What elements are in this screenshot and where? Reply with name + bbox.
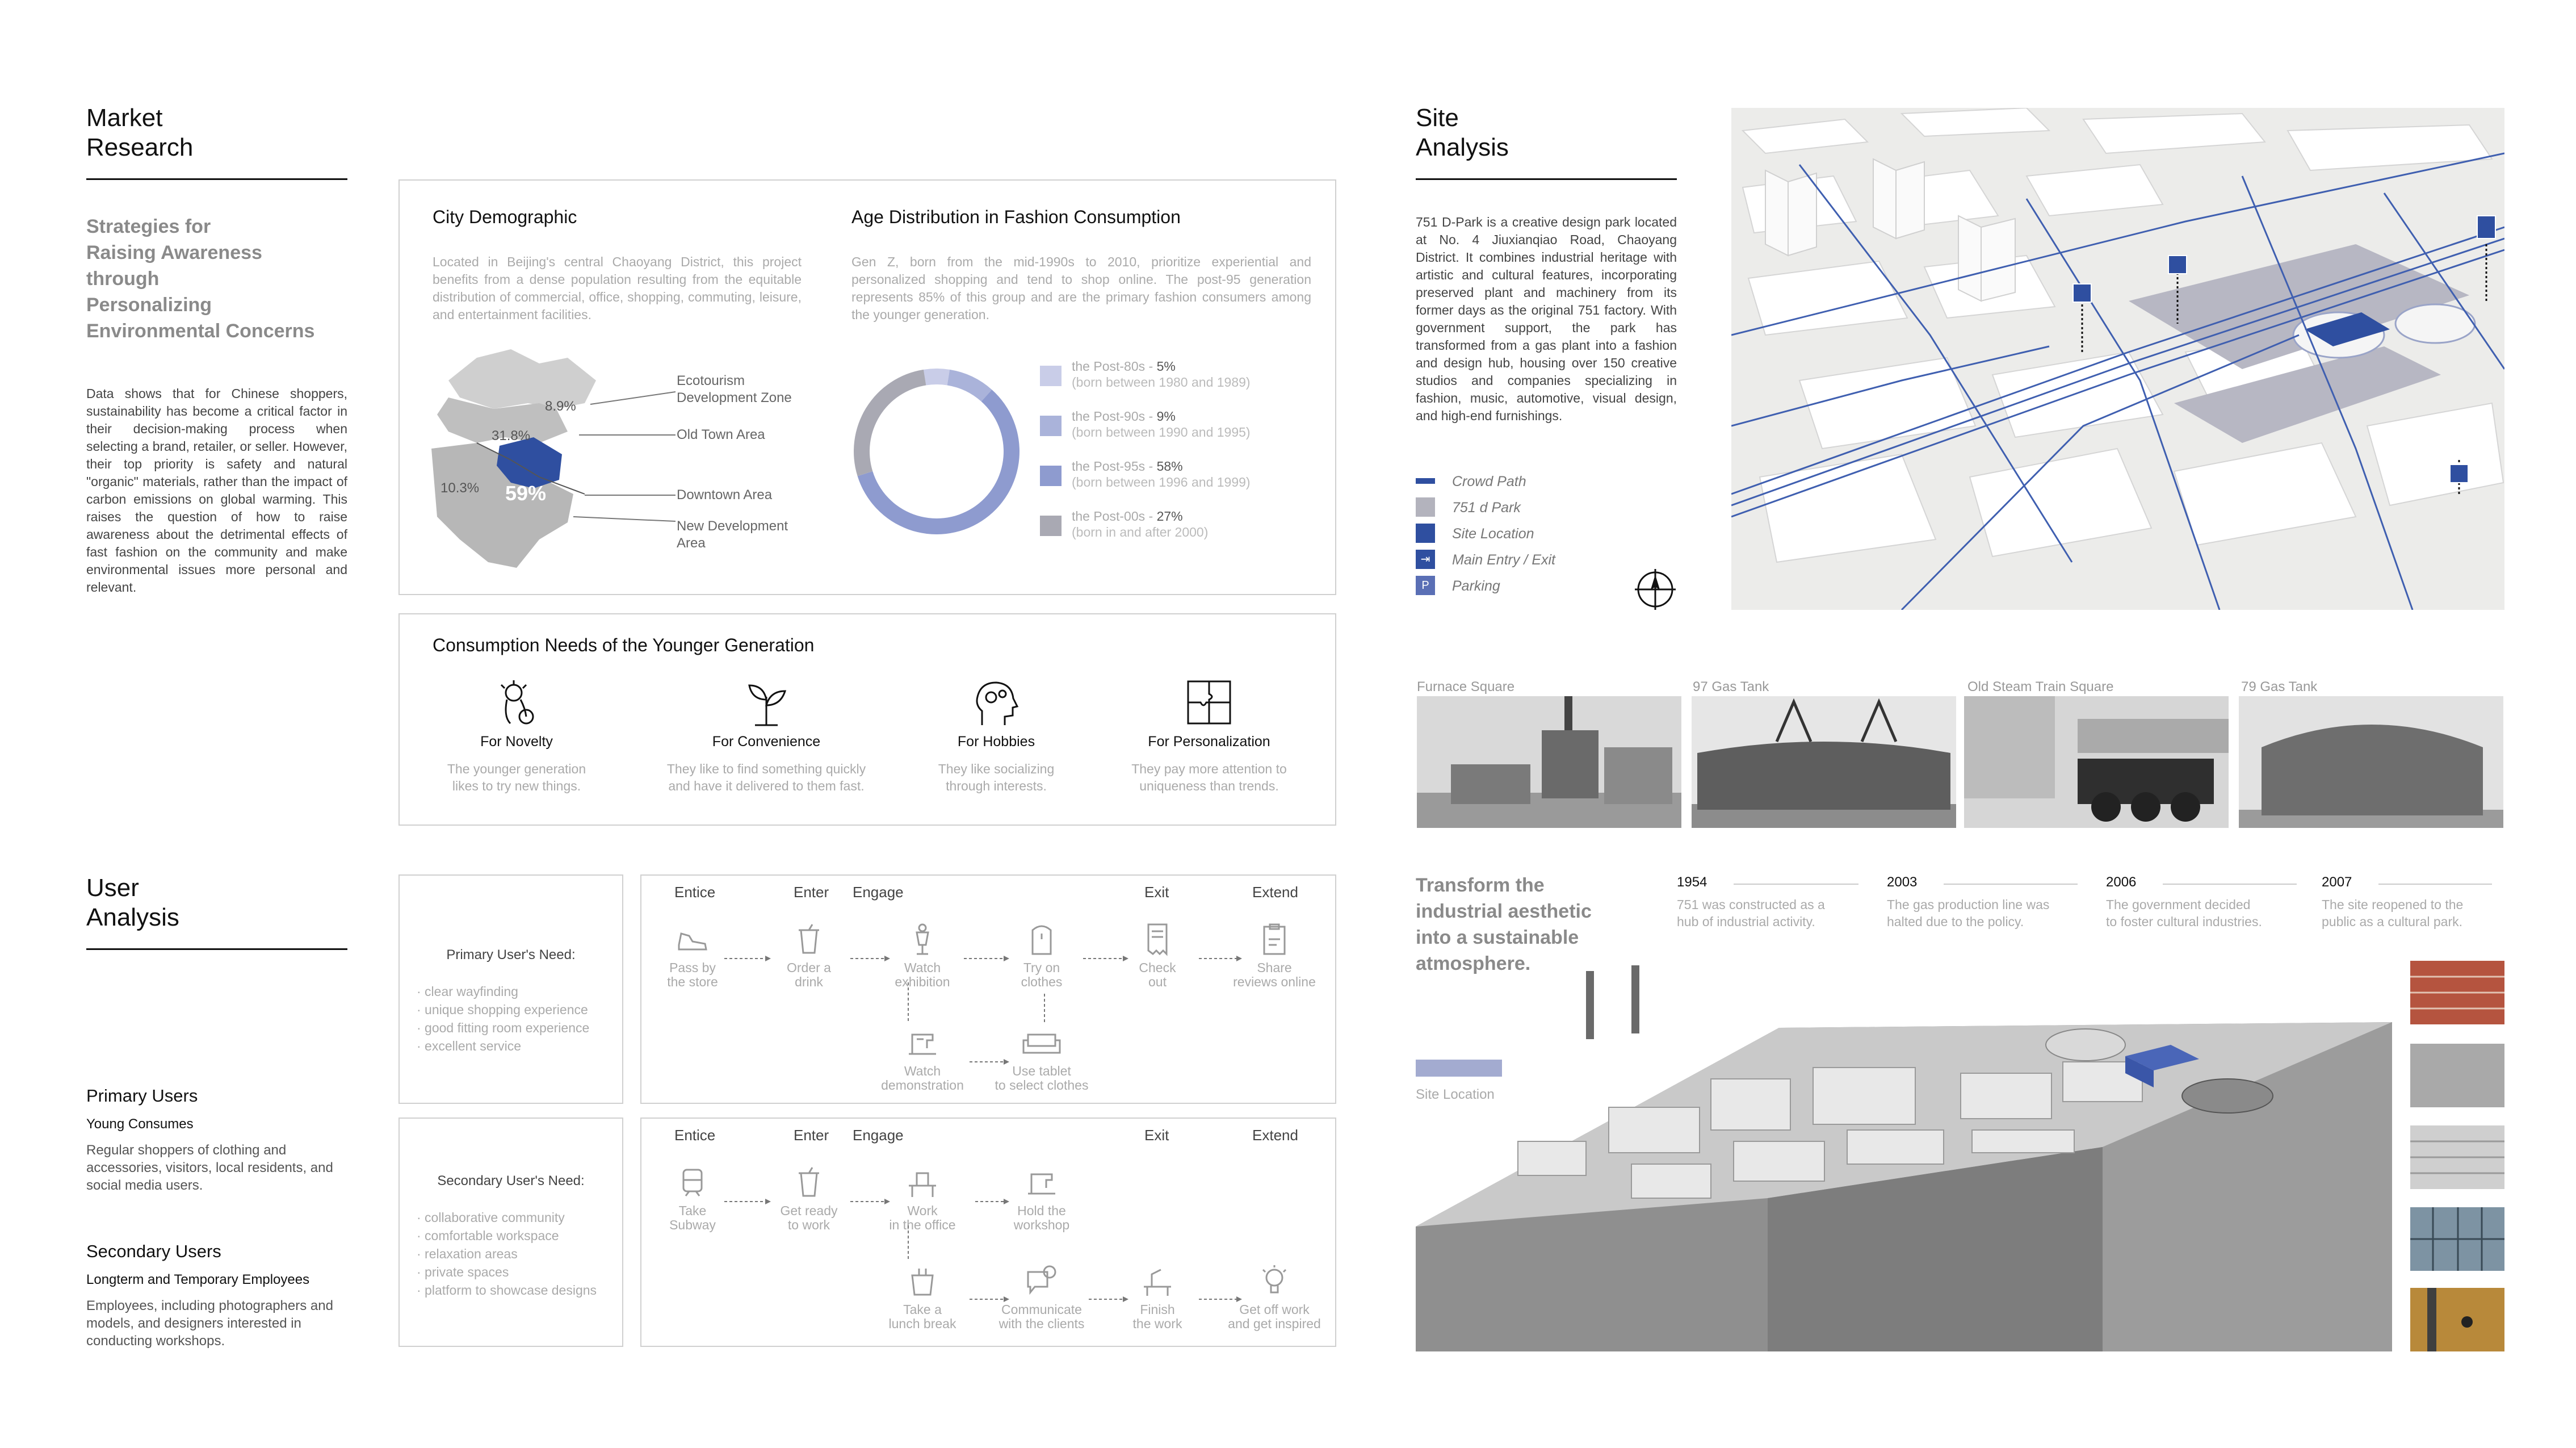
swatch [1040, 416, 1062, 436]
park-swatch [1416, 497, 1435, 517]
stage-engage: Engage [853, 1127, 904, 1144]
step-pass-by: Pass by the store [653, 922, 732, 989]
market-body: Data shows that for Chinese shoppers, sustainability has become a critical factor in their decision-making process when selecting a brand, retailer, or seller. However, their top priority is safety and natural "organic" materials, rather than the impact of carbon emissions on global warming. This raises the question of how to raise awareness about the detrimental effects of fast fashion on the community and make environmental issues more personal and relevant. [86, 386, 347, 595]
timeline-2006: 2006 The government decided to foster cultural industries. [2106, 874, 2310, 930]
swatch [1040, 466, 1062, 486]
secondary-users-desc: Employees, including photographers and models, and designers interested in conducting workshops. [86, 1298, 333, 1349]
steam-train-photo [1964, 696, 2229, 828]
glass-grid-texture [2410, 1207, 2504, 1271]
primary-need-title: Primary User's Need: [446, 947, 576, 962]
sprout-icon [741, 677, 792, 728]
swatch [1040, 366, 1062, 386]
secondary-users-heading: Secondary Users [86, 1241, 221, 1261]
site-title: Site Analysis [1416, 104, 1509, 161]
donut-slice-3 [854, 370, 926, 476]
label-new-development: New Development Area [677, 518, 788, 551]
market-subheading: Strategies for Raising Awareness through Personalizing Environmental Concerns [86, 216, 315, 342]
painted-brick-texture [2410, 1125, 2504, 1189]
donut-slice-0 [924, 369, 950, 385]
stage-entice: Entice [674, 884, 716, 901]
pct-eco: 8.9% [545, 399, 576, 414]
age-desc: Gen Z, born from the mid-1990s to 2010, prioritize experiential and personalized shopping and tend to shop online. The post-95 generation represents 85% of this group and are the primary fashion consumers among the younger generation. [851, 254, 1311, 322]
step-hold-workshop: Hold the workshop [1005, 1165, 1079, 1232]
step-get-off-work: Get off work and get inspired [1220, 1264, 1328, 1331]
market-title: Market Research [86, 104, 194, 161]
secondary-need-title: Secondary User's Need: [437, 1173, 585, 1188]
stage-engage: Engage [853, 884, 904, 901]
need-personalization: For Personalization They pay more attention to uniqueness than trends. [1113, 677, 1306, 794]
divider [86, 948, 347, 950]
divider [86, 178, 347, 180]
pct-downtown: 59% [505, 482, 547, 505]
legend-post00: the Post-00s - 27% (born in and after 2000) [1040, 509, 1324, 554]
secondary-flow-arrows [640, 1118, 1336, 1347]
crowd-path-swatch [1416, 478, 1435, 484]
timeline-2003: 2003 The gas production line was halted due to the policy. [1887, 874, 2091, 930]
step-lunch-break: Take a lunch break [880, 1264, 965, 1331]
step-watch-demo: Watch demonstration [869, 1026, 976, 1093]
step-order-drink: Order a drink [772, 922, 846, 989]
site-model-render [1416, 960, 2392, 1351]
stage-exit: Exit [1144, 1127, 1169, 1144]
step-work-office: Work in the office [874, 1165, 971, 1232]
step-use-tablet: Use tablet to select clothes [982, 1026, 1101, 1093]
stage-extend: Extend [1252, 1127, 1298, 1144]
map-leader-lines [568, 380, 681, 539]
photo-caption: 97 Gas Tank [1693, 679, 1769, 694]
need-convenience: For Convenience They like to find something quickly and have it delivered to them fast. [641, 677, 891, 794]
need-hobbies: For Hobbies They like socializing through interests. [914, 677, 1079, 794]
stage-extend: Extend [1252, 884, 1298, 901]
label-ecotourism: Ecotourism Development Zone [677, 373, 792, 405]
step-take-subway: Take Subway [653, 1165, 732, 1232]
step-share-reviews: Share reviews online [1220, 922, 1328, 989]
site-location-label: Site Location [1416, 1087, 1495, 1102]
entry-exit-icon: ⇥ [1416, 550, 1435, 569]
age-donut-chart [851, 366, 1022, 537]
swatch [1040, 516, 1062, 536]
primary-needs-list: · clear wayfinding · unique shopping experience · good fitting room experience · excellent service [417, 984, 590, 1053]
stage-enter: Enter [794, 884, 829, 901]
need-novelty: For Novelty The younger generation likes to try new things. [431, 677, 602, 794]
wood-texture [2410, 1288, 2504, 1351]
divider [1416, 178, 1677, 180]
timeline-2007: 2007 The site reopened to the public as a cultural park. [2322, 874, 2506, 930]
donut-slice-1 [947, 370, 992, 401]
head-gears-icon [971, 677, 1022, 728]
step-watch-exhibition: Watch exhibition [886, 922, 959, 989]
transform-heading: Transform the industrial aesthetic into a sustainable atmosphere. [1416, 874, 1592, 974]
age-title: Age Distribution in Fashion Consumption [851, 207, 1181, 227]
north-arrow-icon [1633, 567, 1678, 612]
stage-entice: Entice [674, 1127, 716, 1144]
label-downtown: Downtown Area [677, 487, 773, 503]
gas-tank-97-photo [1692, 696, 1956, 828]
secondary-users-sub: Longterm and Temporary Employees [86, 1272, 310, 1287]
primary-users-heading: Primary Users [86, 1086, 198, 1106]
pct-new: 10.3% [440, 480, 480, 496]
step-finish-work: Finish the work [1121, 1264, 1194, 1331]
concrete-texture [2410, 1044, 2504, 1107]
site-desc: 751 D-Park is a creative design park located at No. 4 Jiuxianqiao Road, Chaoyang District. It combines industrial heritage with artistic and cultural features, incorporating preserved plant and machinery from its former days as the original 751 factory. With government support, the park has transformed from a gas plant into a fashion and design hub, housing over 150 creative studios and companies specializing in fashion, music, automotive, visual design, and high-end furnishings. [1416, 215, 1677, 423]
photo-caption: Furnace Square [1417, 679, 1515, 694]
step-get-ready: Get ready to work [772, 1165, 846, 1232]
needs-title: Consumption Needs of the Younger Generation [433, 635, 815, 655]
photo-caption: 79 Gas Tank [2241, 679, 2318, 694]
site-location-swatch [1416, 524, 1435, 543]
site-aerial-map [1731, 108, 2504, 610]
legend-post95: the Post-95s - 58% (born between 1996 and 1999) [1040, 459, 1324, 504]
label-old-town: Old Town Area [677, 427, 765, 442]
step-try-on: Try on clothes [1005, 922, 1079, 989]
timeline-1954: 1954 751 was constructed as a hub of industrial activity. [1677, 874, 1870, 930]
pct-old: 31.8% [492, 428, 531, 443]
legend-post80: the Post-80s - 5% (born between 1980 and 1989) [1040, 359, 1324, 404]
primary-users-sub: Young Consumes [86, 1116, 194, 1132]
parking-icon: P [1416, 576, 1435, 595]
puzzle-icon [1184, 677, 1235, 728]
step-communicate: Communicate with the clients [982, 1264, 1101, 1331]
user-title: User Analysis [86, 874, 179, 931]
city-desc: Located in Beijing's central Chaoyang District, this project benefits from a dense population resulting from the equitable distribution of commercial, office, shopping, commuting, leisure, and entertainment facilities. [433, 254, 802, 322]
furnace-square-photo [1417, 696, 1681, 828]
primary-users-desc: Regular shoppers of clothing and accessories, visitors, local residents, and social media users. [86, 1143, 333, 1193]
gas-tank-79-photo [2239, 696, 2503, 828]
stage-exit: Exit [1144, 884, 1169, 901]
legend-post90: the Post-90s - 9% (born between 1990 and 1995) [1040, 409, 1324, 454]
city-title: City Demographic [433, 207, 577, 227]
stage-enter: Enter [794, 1127, 829, 1144]
step-check-out: Check out [1121, 922, 1194, 989]
secondary-needs-list: · collaborative community · comfortable workspace · relaxation areas · private spaces · platform to showcase designs [417, 1210, 597, 1298]
photo-caption: Old Steam Train Square [1967, 679, 2114, 694]
primary-flow-arrows [640, 874, 1336, 1104]
idea-head-icon [491, 677, 542, 728]
brick-texture [2410, 961, 2504, 1024]
